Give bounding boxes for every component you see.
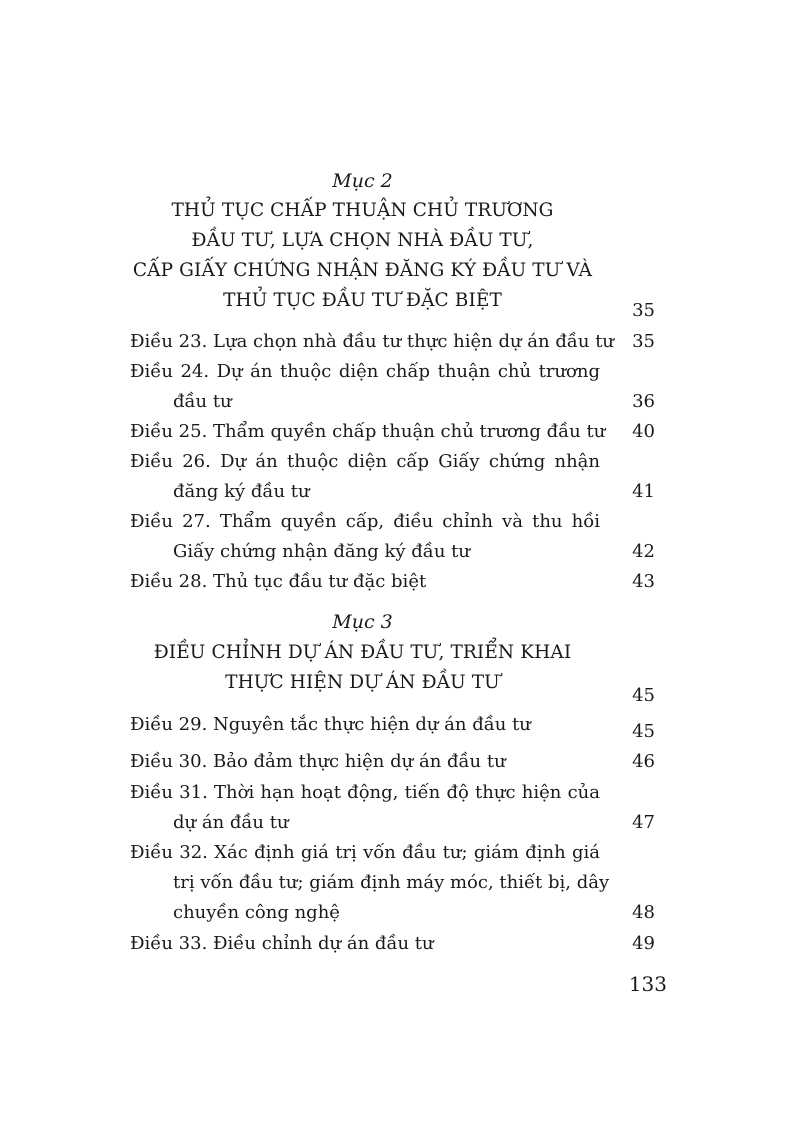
toc-entry-page: 41 <box>632 481 655 502</box>
toc-entry-text: Điều 25. Thẩm quyền chấp thuận chủ trương đầu tư <box>130 421 606 442</box>
toc-entry-text: Điều 33. Điều chỉnh dự án đầu tư <box>130 933 434 954</box>
toc-entry-text-cont: đăng ký đầu tư <box>173 481 310 502</box>
section-2-label: Mục 2 <box>332 170 393 192</box>
toc-entry-page: 46 <box>632 751 655 772</box>
toc-entry-text: Điều 23. Lựa chọn nhà đầu tư thực hiện dự án đầu tư <box>130 331 615 352</box>
toc-entry-text: Điều 28. Thủ tục đầu tư đặc biệt <box>130 571 427 592</box>
toc-entry-text-cont: chuyền công nghệ <box>173 902 340 923</box>
page-number: 133 <box>628 972 667 996</box>
toc-entry-text-cont: dự án đầu tư <box>173 812 289 833</box>
toc-entry-page: 49 <box>632 933 655 954</box>
toc-entry-page: 47 <box>632 812 655 833</box>
toc-entry-page: 35 <box>632 331 655 352</box>
section-3-title-line: ĐIỀU CHỈNH DỰ ÁN ĐẦU TƯ, TRIỂN KHAI <box>153 642 572 663</box>
toc-entry-dieu-23 <box>130 327 615 357</box>
toc-entry-text: Điều 31. Thời hạn hoạt động, tiến độ thực hiện của <box>130 782 600 803</box>
toc-entry-page: 36 <box>632 391 655 412</box>
section-2-title-line: ĐẦU TƯ, LỰA CHỌN NHÀ ĐẦU TƯ, <box>191 230 534 251</box>
toc-entry-dieu-30 <box>130 747 600 777</box>
toc-entry-page: 48 <box>632 902 655 923</box>
toc-entry-text: Điều 24. Dự án thuộc diện chấp thuận chủ trương <box>130 361 600 382</box>
toc-entry-text-cont: trị vốn đầu tư; giám định máy móc, thiết bị, dây <box>173 872 610 893</box>
toc-entry-dieu-24 <box>130 357 600 417</box>
toc-entry-dieu-26 <box>130 447 600 507</box>
toc-entry-page: 45 <box>632 721 655 742</box>
toc-entry-dieu-33 <box>130 929 600 959</box>
section-2-title <box>130 196 595 316</box>
toc-entry-text-cont: Giấy chứng nhận đăng ký đầu tư <box>173 541 470 562</box>
toc-entry-dieu-27 <box>130 507 600 567</box>
section-3-page: 45 <box>632 685 655 706</box>
toc-entry-dieu-29 <box>130 710 600 740</box>
toc-entry-text: Điều 29. Nguyên tắc thực hiện dự án đầu tư <box>130 714 531 735</box>
section-3-title <box>130 638 595 698</box>
toc-entry-dieu-31 <box>130 778 600 838</box>
toc-entry-dieu-28 <box>130 567 600 597</box>
section-2-title-line: THỦ TỤC CHẤP THUẬN CHỦ TRƯƠNG <box>171 200 554 221</box>
toc-entry-text: Điều 30. Bảo đảm thực hiện dự án đầu tư <box>130 751 506 772</box>
toc-entry-page: 40 <box>632 421 655 442</box>
section-2-page: 35 <box>632 300 655 321</box>
toc-entry-dieu-25 <box>130 417 606 447</box>
toc-entry-page: 43 <box>632 571 655 592</box>
section-3-label: Mục 3 <box>332 611 393 633</box>
section-2-title-line: CẤP GIẤY CHỨNG NHẬN ĐĂNG KÝ ĐẦU TƯ VÀ <box>132 260 593 281</box>
section-2-title-line: THỦ TỤC ĐẦU TƯ ĐẶC BIỆT <box>223 290 502 311</box>
toc-entry-page: 42 <box>632 541 655 562</box>
toc-entry-text: Điều 32. Xác định giá trị vốn đầu tư; giám định giá <box>130 842 600 863</box>
toc-entry-dieu-32 <box>130 838 610 928</box>
section-3-title-line: THỰC HIỆN DỰ ÁN ĐẦU TƯ <box>225 672 500 693</box>
toc-entry-text: Điều 26. Dự án thuộc diện cấp Giấy chứng nhận <box>130 451 600 472</box>
toc-entry-text: Điều 27. Thẩm quyền cấp, điều chỉnh và thu hồi <box>130 511 600 532</box>
toc-entry-text-cont: đầu tư <box>173 391 232 412</box>
